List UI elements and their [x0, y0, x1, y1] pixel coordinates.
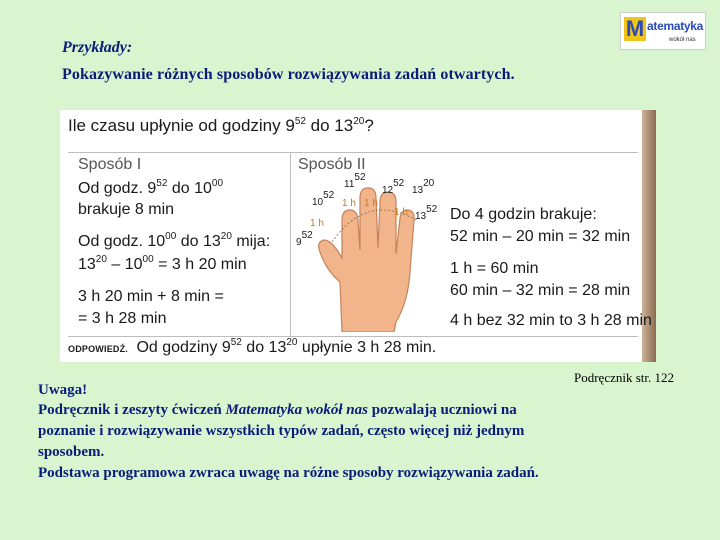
- divider-vertical: [290, 152, 291, 336]
- note-line: Podstawa programowa zwraca uwagę na różne sposoby rozwiązywania zadań.: [38, 465, 539, 481]
- note-line: sposobem.: [38, 444, 105, 460]
- hour-label: 1 h: [342, 198, 356, 209]
- slide-subtitle: Pokazywanie różnych sposobów rozwiązywania zadań otwartych.: [62, 66, 515, 83]
- matematyka-logo: [620, 12, 706, 50]
- textbook-figure: [60, 110, 656, 362]
- time-label: $13^{52}$: [415, 204, 438, 222]
- method2-line: 4 h bez 32 min to 3 h 28 min: [450, 312, 652, 329]
- logo-word: atematyka: [647, 19, 704, 33]
- method2-heading: Sposób II: [298, 156, 366, 173]
- time-label: $11^{52}$: [344, 172, 366, 190]
- time-label: $9^{52}$: [296, 230, 313, 248]
- method1-line: = 3 h 28 min: [78, 310, 167, 327]
- note-block: [38, 380, 688, 484]
- method1-line: 3 h 20 min + 8 min =: [78, 288, 224, 305]
- figure-answer: ODPOWIEDŹ. Od godziny $9^{52}$ do $13^{20}$ upłynie 3 h 28 min.: [68, 337, 437, 356]
- note-line: poznanie i rozwiązywanie wszystkich typów zadań, często więcej niż jednym: [38, 423, 525, 439]
- note-line: Podręcznik i zeszyty ćwiczeń Matematyka wokół nas pozwalają uczniowi na: [38, 402, 517, 418]
- method2-line: 52 min – 20 min = 32 min: [450, 228, 631, 245]
- divider-top: [68, 152, 638, 153]
- figure-question: Ile czasu upłynie od godziny $9^{52}$ do $13^{20}$?: [68, 116, 374, 135]
- logo-subtitle: wokół nas: [669, 37, 696, 43]
- divider-bottom: [68, 336, 638, 337]
- time-label: $10^{52}$: [312, 190, 335, 208]
- logo-letter: M: [625, 16, 645, 41]
- method1-line: Od godz. $9^{52}$ do $10^{00}$: [78, 178, 224, 197]
- hour-label: 1 h: [394, 207, 408, 218]
- method1-line: $13^{20} - 10^{00} = 3$ h 20 min: [78, 254, 247, 273]
- method2-line: 60 min – 32 min = 28 min: [450, 282, 631, 299]
- slide-header: [62, 38, 515, 86]
- hour-label: 1 h: [364, 198, 378, 209]
- method1-line: Od godz. $10^{00}$ do $13^{20}$ mija:: [78, 231, 271, 250]
- hour-label: 1 h: [310, 218, 324, 229]
- time-label: $12^{52}$: [382, 178, 405, 196]
- method2-line: Do 4 godzin brakuje:: [450, 206, 597, 223]
- method1-line: brakuje 8 min: [78, 201, 175, 218]
- method1-heading: Sposób I: [78, 156, 142, 173]
- method2-line: 1 h = 60 min: [450, 260, 539, 277]
- note-title: Uwaga!: [38, 382, 88, 398]
- figure-caption: Podręcznik str. 122: [574, 370, 675, 385]
- slide-title: Przykłady:: [62, 39, 133, 56]
- time-label: $13^{20}$: [412, 178, 435, 196]
